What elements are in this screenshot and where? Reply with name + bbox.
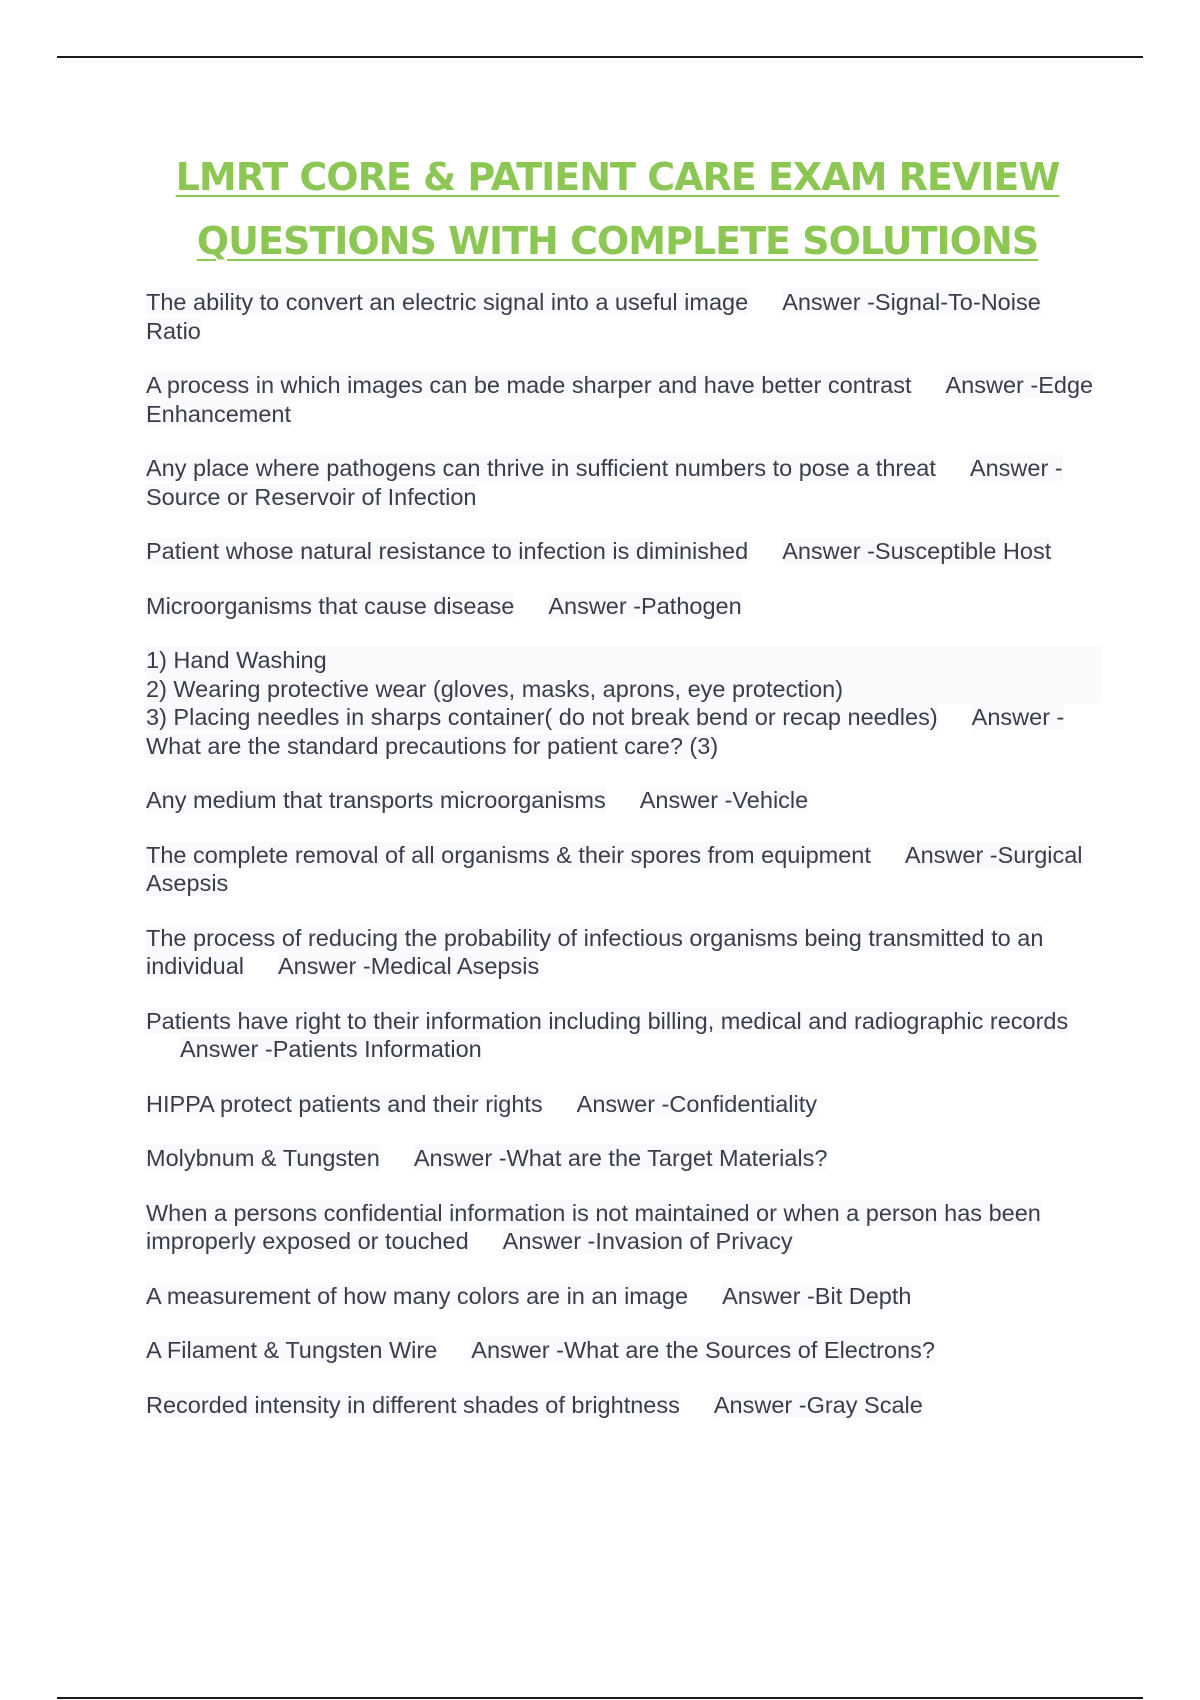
- question-text: Molybnum & Tungsten: [146, 1145, 380, 1171]
- qa-item: [146, 1336, 1101, 1365]
- question-text: Patients have right to their information including billing, medical and radiographic records: [146, 1007, 1069, 1034]
- answer-text: Answer -Bit Depth: [722, 1282, 912, 1309]
- document-title: [100, 145, 1135, 273]
- answer-text: Answer -Pathogen: [548, 592, 742, 619]
- question-text: A measurement of how many colors are in an image: [146, 1282, 689, 1309]
- question-text: When a persons confidential information is not maintained or when a person has been improperly exposed or touched: [146, 1199, 1041, 1254]
- answer-text: Answer -Invasion of Privacy: [502, 1228, 793, 1254]
- qa-item: [146, 592, 1101, 621]
- question-text: Microorganisms that cause disease: [146, 592, 515, 619]
- qa-item: [146, 924, 1101, 981]
- question-text: The ability to convert an electric signal into a useful image: [146, 289, 749, 315]
- answer-text: Answer -Surgical Asepsis: [146, 841, 1083, 896]
- question-text: A Filament & Tungsten Wire: [146, 1337, 438, 1363]
- title-line-2: QUESTIONS WITH COMPLETE SOLUTIONS: [196, 219, 1039, 263]
- question-text: Patient whose natural resistance to infection is diminished: [146, 538, 749, 564]
- answer-text: Answer -Edge Enhancement: [146, 372, 1094, 427]
- answer-text: Answer -What are the Target Materials?: [413, 1145, 828, 1171]
- qa-item: [146, 1282, 1101, 1311]
- question-text: Any medium that transports microorganisms: [146, 787, 606, 813]
- answer-text: Answer -Patients Information: [180, 1036, 482, 1062]
- qa-item: [146, 537, 1101, 566]
- qa-list: [146, 288, 1101, 1445]
- answer-text: Answer -What are the standard precautions for patient care? (3): [146, 704, 1065, 759]
- qa-item: [146, 1199, 1101, 1256]
- question-text: 3) Placing needles in sharps container( do not break bend or recap needles): [146, 704, 938, 730]
- qa-item-precautions: [146, 646, 1101, 760]
- question-text: Recorded intensity in different shades of brightness: [146, 1391, 680, 1418]
- question-text: The complete removal of all organisms & their spores from equipment: [146, 841, 871, 868]
- title-line-1: LMRT CORE & PATIENT CARE EXAM REVIEW: [175, 155, 1060, 199]
- qa-item: [146, 371, 1101, 428]
- qa-item: [146, 1144, 1101, 1173]
- qa-item: [146, 288, 1101, 345]
- precaution-line: 1) Hand Washing: [146, 646, 1101, 675]
- answer-text: Answer -Susceptible Host: [782, 538, 1052, 564]
- qa-item: [146, 1007, 1101, 1064]
- answer-text: Answer -Signal-To-Noise Ratio: [146, 289, 1041, 344]
- qa-item: [146, 841, 1101, 898]
- qa-item: [146, 1391, 1101, 1420]
- answer-text: Answer -Confidentiality: [576, 1090, 817, 1117]
- header-rule: [57, 56, 1143, 58]
- answer-text: Answer -What are the Sources of Electrons?: [471, 1337, 935, 1363]
- question-text: The process of reducing the probability of infectious organisms being transmitted to an individual: [146, 924, 1044, 979]
- qa-item: [146, 1090, 1101, 1119]
- qa-item: [146, 454, 1101, 511]
- qa-item: [146, 786, 1101, 815]
- question-text: HIPPA protect patients and their rights: [146, 1090, 543, 1117]
- answer-text: Answer -Medical Asepsis: [277, 953, 540, 979]
- precaution-line: 2) Wearing protective wear (gloves, masks, aprons, eye protection): [146, 675, 1101, 704]
- footer-rule: [57, 1697, 1143, 1699]
- question-text: Any place where pathogens can thrive in sufficient numbers to pose a threat: [146, 455, 936, 481]
- answer-text: Answer -Gray Scale: [713, 1391, 923, 1418]
- answer-text: Answer -Source or Reservoir of Infection: [146, 455, 1063, 510]
- question-text: A process in which images can be made sharper and have better contrast: [146, 372, 912, 398]
- answer-text: Answer -Vehicle: [639, 787, 809, 813]
